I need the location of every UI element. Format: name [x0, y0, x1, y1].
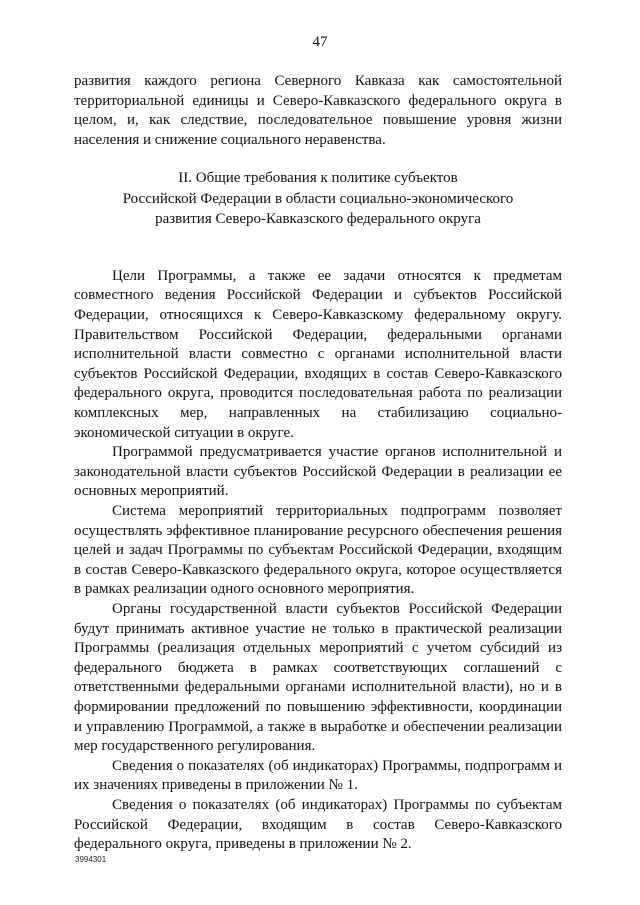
page-number: 47 — [312, 34, 328, 50]
paragraph-goals: Цели Программы, а также ее задачи относятся к предметам совместного ведения Российской Федерации и субъектов Российской Федерации, относящихся к Северо-Кавказскому федеральному округу. Правительством Российской Федерации, федеральными органами исполнительной власти совместно с органами исполнительной власти субъектов Российской Федерации, входящих в состав Северо-Кавказского федерального округа, проводится последовательная работа по реализации комплексных мер, направленных на стабилизацию социально-экономической ситуации в округе. — [74, 267, 562, 441]
paragraph-system: Система мероприятий территориальных подпрограмм позволяет осуществлять эффективное планирование ресурсного обеспечения решения целей и задач Программы по субъектам Российской Федерации, входящим в состав Северо-Кавказского федерального округа, которое осуществляется в рамках реализации одного основного мероприятия. — [74, 503, 562, 598]
paragraph-participation: Программой предусматривается участие органов исполнительной и законодательной власти субъектов Российской Федерации в реализации ее основных мероприятий. — [74, 444, 562, 500]
paragraph-appendix-2: Сведения о показателях (об индикаторах) Программы по субъектам Российской Федерации, входящим в состав Северо-Кавказского федерального округа, приведены в приложении № 2. — [74, 796, 562, 853]
section-heading-line-1: II. Общие требования к политике субъектов — [178, 170, 458, 187]
document-code: 3994301 — [75, 855, 107, 864]
paragraph-authorities: Органы государственной власти субъектов Российской Федерации будут принимать активное участие не только в практической реализации Программы (реализация отдельных мероприятий с учетом субсидий из федерального бюджета в рамках соответствующих соглашений с ответственными федеральными органами исполнительной власти), но и в формировании предложений по повышению эффективности, координации и управлению Программой, а также в выработке и обеспечении реализации мер государственного регулирования. — [74, 600, 562, 755]
opening-paragraph: развития каждого региона Северного Кавказа как самостоятельной территориальной единицы и Северо-Кавказского федерального округа в целом, и, как следствие, последовательное повышение уровня жизни населения и снижение социального неравенства. — [74, 73, 562, 148]
document-body — [74, 72, 562, 855]
section-heading-line-2: Российской Федерации в области социально-экономического — [122, 190, 514, 207]
paragraph-appendix-1: Сведения о показателях (об индикаторах) Программы, подпрограмм и их значениях приведены в приложении № 1. — [74, 757, 562, 794]
section-heading-line-3: развития Северо-Кавказского федерального округа — [155, 211, 481, 228]
section-heading — [74, 168, 562, 230]
